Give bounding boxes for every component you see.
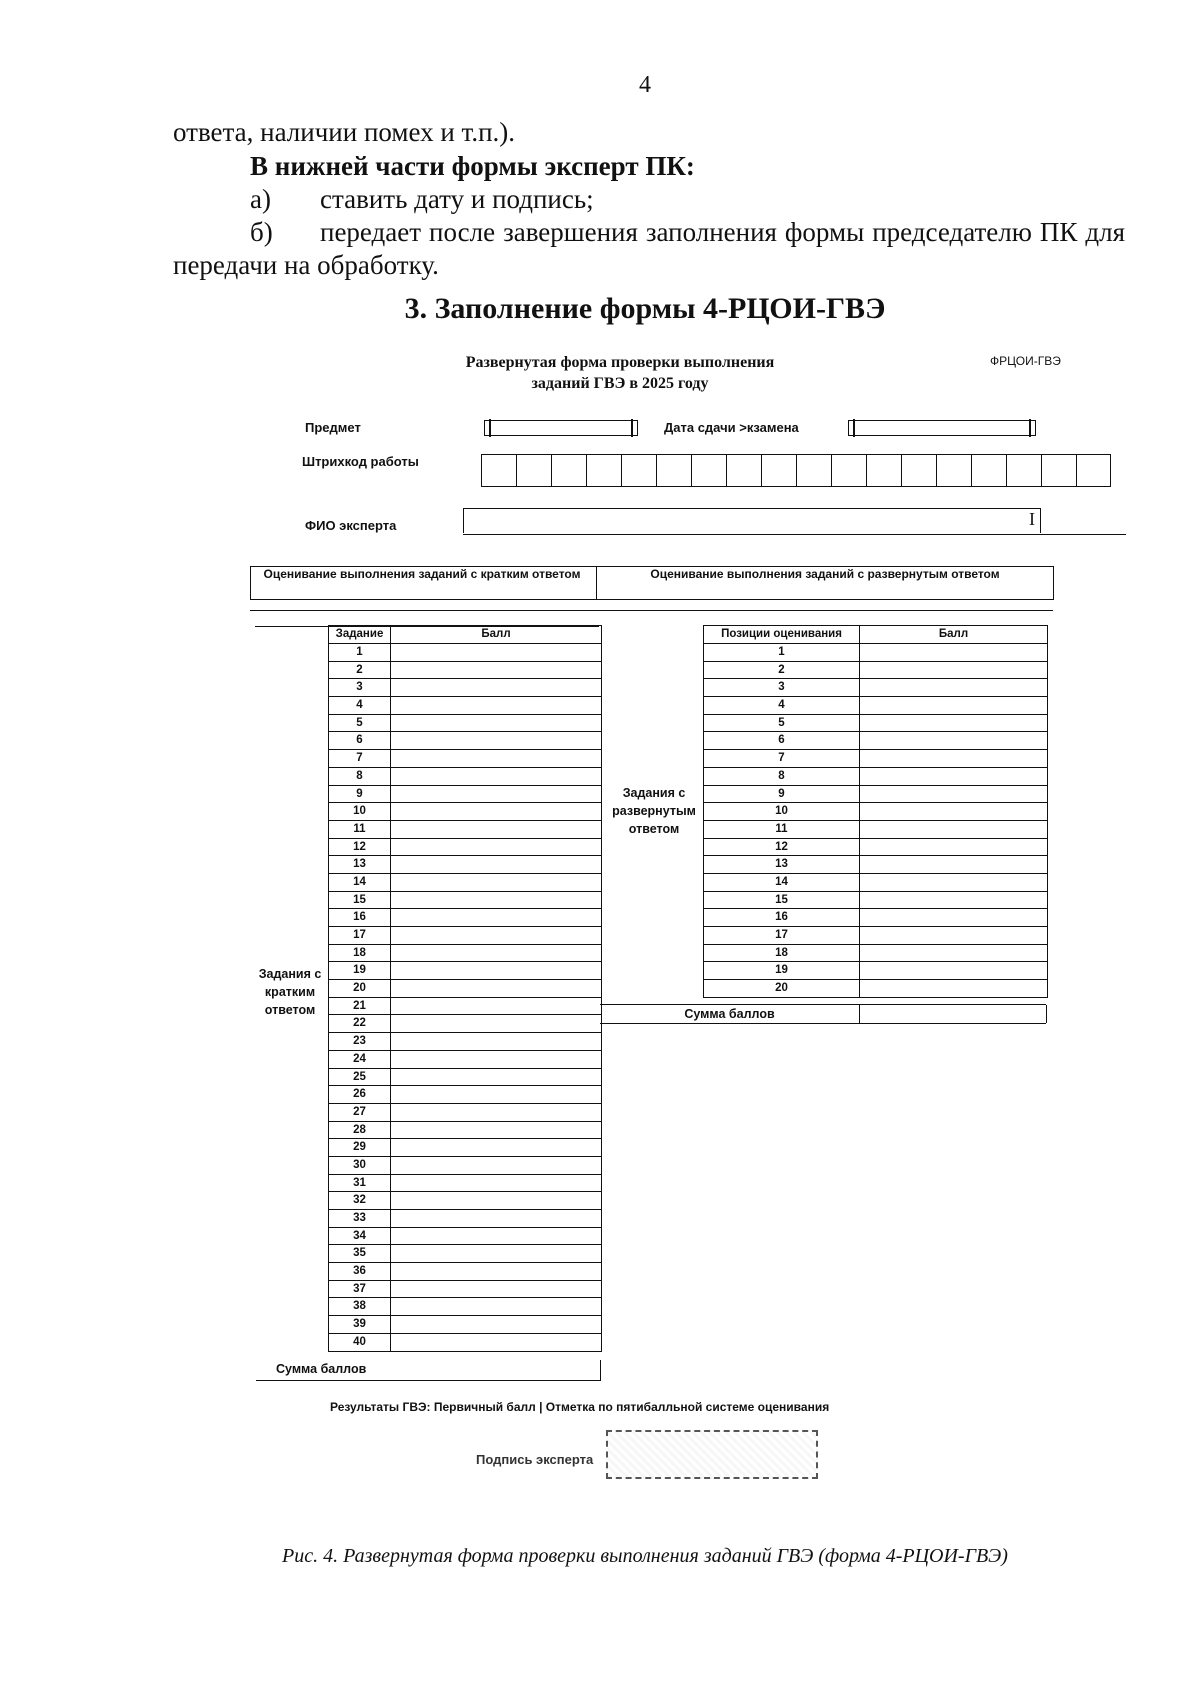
short-task-number: 7	[329, 750, 391, 768]
table-row	[704, 750, 1047, 768]
barcode-cell[interactable]	[621, 454, 656, 487]
subject-label: Предмет	[305, 420, 361, 435]
short-score-cell[interactable]	[391, 786, 601, 804]
long-side-label: Задания с развернутым ответом	[612, 786, 696, 836]
barcode-label: Штрихкод работы	[302, 454, 419, 469]
long-sum-score-cell[interactable]	[859, 1005, 1047, 1023]
short-task-number: 13	[329, 856, 391, 874]
short-task-number: 39	[329, 1316, 391, 1334]
long-score-cell[interactable]	[860, 732, 1047, 750]
divider-line-1	[250, 610, 1053, 611]
figure-caption: Рис. 4. Развернутая форма проверки выполнения заданий ГВЭ (форма 4-РЦОИ-ГВЭ)	[282, 1545, 1008, 1567]
section-title: 3. Заполнение формы 4-РЦОИ-ГВЭ	[404, 292, 886, 325]
barcode-cell[interactable]	[691, 454, 726, 487]
table-row	[704, 892, 1047, 910]
short-task-number: 22	[329, 1015, 391, 1033]
short-task-number: 34	[329, 1228, 391, 1246]
barcode-cell[interactable]	[901, 454, 936, 487]
short-score-cell[interactable]	[391, 909, 601, 927]
short-score-cell[interactable]	[391, 768, 601, 786]
long-position-number: 13	[704, 856, 860, 874]
long-position-number: 8	[704, 768, 860, 786]
short-task-number: 12	[329, 839, 391, 857]
table-row	[329, 909, 601, 927]
long-score-cell[interactable]	[860, 962, 1047, 980]
short-table-body	[329, 644, 601, 1352]
short-section-header: Оценивание выполнения заданий с кратким ответом	[263, 567, 581, 581]
short-task-number: 10	[329, 803, 391, 821]
paragraph-heading: В нижней части формы эксперт ПК:	[250, 151, 695, 181]
barcode-cell[interactable]	[551, 454, 586, 487]
short-task-number: 11	[329, 821, 391, 839]
long-score-cell[interactable]	[860, 803, 1047, 821]
table-row	[704, 768, 1047, 786]
short-task-number: 29	[329, 1139, 391, 1157]
short-score-cell[interactable]	[391, 874, 601, 892]
short-task-number: 18	[329, 945, 391, 963]
table-row	[329, 1263, 601, 1281]
table-row	[329, 839, 601, 857]
signature-label: Подпись эксперта	[476, 1452, 594, 1467]
table-row	[704, 856, 1047, 874]
table-row	[329, 679, 601, 697]
table-row	[329, 1175, 601, 1193]
short-score-cell[interactable]	[391, 1245, 601, 1263]
short-score-cell[interactable]	[391, 1051, 601, 1069]
subject-field[interactable]	[484, 420, 638, 436]
long-score-cell[interactable]	[860, 679, 1047, 697]
table-row	[704, 803, 1047, 821]
short-score-cell[interactable]	[391, 662, 601, 680]
long-sum-row	[600, 1004, 1046, 1024]
table-row	[329, 1033, 601, 1051]
barcode-cell[interactable]	[1076, 454, 1111, 487]
short-score-cell[interactable]	[391, 945, 601, 963]
short-sum-label: Сумма баллов	[276, 1362, 367, 1376]
long-score-cell[interactable]	[860, 768, 1047, 786]
short-score-cell[interactable]	[391, 1033, 601, 1051]
table-row	[329, 1228, 601, 1246]
results-line: Результаты ГВЭ: Первичный балл | Отметка по пятибалльной системе оценивания	[330, 1400, 830, 1414]
long-position-number: 16	[704, 909, 860, 927]
short-score-cell[interactable]	[391, 1122, 601, 1140]
table-row	[704, 644, 1047, 662]
table-row	[329, 697, 601, 715]
short-score-cell[interactable]	[391, 1015, 601, 1033]
form-title	[410, 352, 830, 394]
short-score-cell[interactable]	[391, 1298, 601, 1316]
long-position-number: 7	[704, 750, 860, 768]
table-row	[704, 732, 1047, 750]
barcode-cell[interactable]	[1006, 454, 1041, 487]
table-row	[329, 750, 601, 768]
long-score-cell[interactable]	[860, 697, 1047, 715]
form-title-line2: заданий ГВЭ в 2025 году	[531, 375, 709, 392]
table-row	[329, 821, 601, 839]
short-score-cell[interactable]	[391, 856, 601, 874]
short-score-cell[interactable]	[391, 998, 601, 1016]
barcode-field[interactable]	[481, 454, 1111, 487]
short-task-number: 27	[329, 1104, 391, 1122]
short-score-cell[interactable]	[391, 803, 601, 821]
short-task-number: 37	[329, 1281, 391, 1299]
short-score-cell[interactable]	[391, 839, 601, 857]
short-task-number: 15	[329, 892, 391, 910]
long-score-cell[interactable]	[860, 715, 1047, 733]
table-row	[704, 697, 1047, 715]
short-score-cell[interactable]	[391, 1175, 601, 1193]
expert-name-cursor: I	[1029, 509, 1035, 529]
table-row	[329, 962, 601, 980]
short-score-cell[interactable]	[391, 644, 601, 662]
table-row	[329, 1069, 601, 1087]
short-task-number: 3	[329, 679, 391, 697]
table-row	[329, 980, 601, 998]
table-row	[329, 1210, 601, 1228]
short-table-header	[329, 626, 601, 644]
table-row	[704, 945, 1047, 963]
long-score-cell[interactable]	[860, 927, 1047, 945]
short-task-number: 23	[329, 1033, 391, 1051]
table-row	[704, 821, 1047, 839]
barcode-cell[interactable]	[866, 454, 901, 487]
short-score-cell[interactable]	[391, 697, 601, 715]
long-answer-table	[703, 625, 1048, 998]
long-score-cell[interactable]	[860, 662, 1047, 680]
short-task-number: 32	[329, 1192, 391, 1210]
table-row	[329, 1298, 601, 1316]
table-row	[329, 1104, 601, 1122]
short-task-number: 8	[329, 768, 391, 786]
barcode-cell[interactable]	[586, 454, 621, 487]
long-score-cell[interactable]	[860, 980, 1047, 998]
short-score-cell[interactable]	[391, 1334, 601, 1352]
short-score-cell[interactable]	[391, 1157, 601, 1175]
list-item-b-marker: б)	[250, 217, 273, 247]
long-score-cell[interactable]	[860, 839, 1047, 857]
table-row	[329, 1139, 601, 1157]
short-score-cell[interactable]	[391, 1316, 601, 1334]
short-task-number: 17	[329, 927, 391, 945]
short-task-number: 28	[329, 1122, 391, 1140]
long-score-cell[interactable]	[860, 821, 1047, 839]
list-item-b-continuation: передачи на обработку.	[173, 250, 439, 280]
table-row	[329, 1051, 601, 1069]
long-position-number: 10	[704, 803, 860, 821]
table-row	[704, 786, 1047, 804]
table-row	[329, 874, 601, 892]
barcode-cell[interactable]	[726, 454, 761, 487]
table-row	[329, 715, 601, 733]
long-score-cell[interactable]	[860, 856, 1047, 874]
table-row	[329, 856, 601, 874]
long-score-cell[interactable]	[860, 750, 1047, 768]
form-code: ФРЦОИ-ГВЭ	[990, 354, 1061, 368]
long-sum-label: Сумма баллов	[684, 1007, 775, 1021]
short-side-label: Задания с кратким ответом	[258, 967, 322, 1017]
short-score-cell[interactable]	[391, 962, 601, 980]
long-table-header	[704, 626, 1047, 644]
short-task-number: 24	[329, 1051, 391, 1069]
short-score-cell[interactable]	[391, 679, 601, 697]
short-score-cell[interactable]	[391, 980, 601, 998]
short-task-number: 33	[329, 1210, 391, 1228]
short-sum-underline	[256, 1380, 600, 1381]
expert-name-field[interactable]	[463, 508, 1041, 533]
exam-date-field[interactable]	[848, 420, 1036, 436]
short-task-number: 38	[329, 1298, 391, 1316]
table-row	[704, 715, 1047, 733]
short-task-number: 16	[329, 909, 391, 927]
list-item-b-text: передает после завершения заполнения формы председателю ПК для	[320, 217, 1125, 247]
long-position-number: 1	[704, 644, 860, 662]
table-row	[329, 1015, 601, 1033]
long-score-cell[interactable]	[860, 892, 1047, 910]
barcode-cell[interactable]	[1041, 454, 1076, 487]
short-score-cell[interactable]	[391, 1263, 601, 1281]
short-task-number: 26	[329, 1086, 391, 1104]
long-table-body	[704, 644, 1047, 998]
short-task-number: 30	[329, 1157, 391, 1175]
short-score-cell[interactable]	[391, 821, 601, 839]
short-task-number: 5	[329, 715, 391, 733]
table-row	[704, 927, 1047, 945]
table-row	[704, 962, 1047, 980]
table-row	[329, 927, 601, 945]
table-row	[704, 839, 1047, 857]
exam-date-label: Дата сдачи >кзамена	[664, 420, 799, 435]
short-sum-right-edge	[600, 1360, 601, 1381]
table-row	[329, 945, 601, 963]
table-row	[329, 1086, 601, 1104]
short-score-cell[interactable]	[391, 892, 601, 910]
barcode-cell[interactable]	[656, 454, 691, 487]
expert-name-underline	[463, 534, 1126, 535]
long-position-number: 6	[704, 732, 860, 750]
long-position-number: 12	[704, 839, 860, 857]
long-position-number: 2	[704, 662, 860, 680]
long-position-number: 19	[704, 962, 860, 980]
short-task-number: 31	[329, 1175, 391, 1193]
table-row	[329, 1245, 601, 1263]
table-row	[704, 874, 1047, 892]
barcode-cell[interactable]	[481, 454, 516, 487]
table-row	[329, 1316, 601, 1334]
barcode-cell[interactable]	[761, 454, 796, 487]
long-score-cell[interactable]	[860, 644, 1047, 662]
short-answer-table	[328, 625, 602, 1352]
short-score-cell[interactable]	[391, 715, 601, 733]
expert-name-label: ФИО эксперта	[305, 518, 397, 533]
short-task-number: 20	[329, 980, 391, 998]
short-score-cell[interactable]	[391, 1069, 601, 1087]
short-task-number: 2	[329, 662, 391, 680]
long-score-cell[interactable]	[860, 874, 1047, 892]
table-row	[329, 892, 601, 910]
page-number: 4	[639, 72, 651, 98]
short-score-cell[interactable]	[391, 1139, 601, 1157]
table-row	[329, 732, 601, 750]
barcode-cell[interactable]	[831, 454, 866, 487]
paragraph-continuation: ответа, наличии помех и т.п.).	[173, 117, 516, 147]
long-position-number: 3	[704, 679, 860, 697]
table-row	[704, 980, 1047, 998]
long-position-number: 15	[704, 892, 860, 910]
long-score-cell[interactable]	[860, 786, 1047, 804]
long-position-number: 17	[704, 927, 860, 945]
short-task-number: 14	[329, 874, 391, 892]
table-row	[329, 1334, 601, 1352]
long-position-number: 14	[704, 874, 860, 892]
short-score-cell[interactable]	[391, 1192, 601, 1210]
long-position-number: 11	[704, 821, 860, 839]
table-row	[329, 644, 601, 662]
short-score-cell[interactable]	[391, 1228, 601, 1246]
barcode-cell[interactable]	[516, 454, 551, 487]
short-task-number: 1	[329, 644, 391, 662]
form-title-line1: Развернутая форма проверки выполнения	[465, 354, 775, 371]
barcode-cell[interactable]	[936, 454, 971, 487]
table-row	[704, 909, 1047, 927]
short-score-cell[interactable]	[391, 1086, 601, 1104]
table-row	[704, 679, 1047, 697]
table-row	[329, 1281, 601, 1299]
short-score-cell[interactable]	[391, 750, 601, 768]
table-row	[329, 662, 601, 680]
short-score-cell[interactable]	[391, 1104, 601, 1122]
long-position-number: 9	[704, 786, 860, 804]
barcode-cell[interactable]	[971, 454, 1006, 487]
table-row	[329, 1192, 601, 1210]
table-row	[329, 998, 601, 1016]
list-item-a-text: ставить дату и подпись;	[320, 184, 594, 214]
long-col-position: Позиции оценивания	[704, 626, 860, 644]
short-task-number: 19	[329, 962, 391, 980]
short-task-number: 25	[329, 1069, 391, 1087]
short-score-cell[interactable]	[391, 732, 601, 750]
short-score-cell[interactable]	[391, 1210, 601, 1228]
section-headers-divider	[596, 566, 597, 600]
short-task-number: 35	[329, 1245, 391, 1263]
barcode-cell[interactable]	[796, 454, 831, 487]
short-task-number: 6	[329, 732, 391, 750]
table-row	[329, 786, 601, 804]
short-task-number: 21	[329, 998, 391, 1016]
short-task-number: 36	[329, 1263, 391, 1281]
long-score-cell[interactable]	[860, 945, 1047, 963]
table-row	[329, 803, 601, 821]
short-col-task: Задание	[329, 626, 391, 644]
short-task-number: 9	[329, 786, 391, 804]
long-col-score: Балл	[938, 628, 969, 640]
signature-field[interactable]	[606, 1430, 818, 1479]
short-task-number: 4	[329, 697, 391, 715]
table-row	[329, 1122, 601, 1140]
table-row	[329, 1157, 601, 1175]
short-score-cell[interactable]	[391, 1281, 601, 1299]
long-position-number: 18	[704, 945, 860, 963]
short-score-cell[interactable]	[391, 927, 601, 945]
long-score-cell[interactable]	[860, 909, 1047, 927]
short-col-score: Балл	[481, 628, 511, 640]
long-position-number: 5	[704, 715, 860, 733]
short-task-number: 40	[329, 1334, 391, 1352]
table-row	[704, 662, 1047, 680]
long-position-number: 20	[704, 980, 860, 998]
list-item-a-marker: а)	[250, 184, 271, 214]
long-section-header: Оценивание выполнения заданий с развернутым ответом	[650, 567, 1000, 581]
table-row	[329, 768, 601, 786]
long-position-number: 4	[704, 697, 860, 715]
